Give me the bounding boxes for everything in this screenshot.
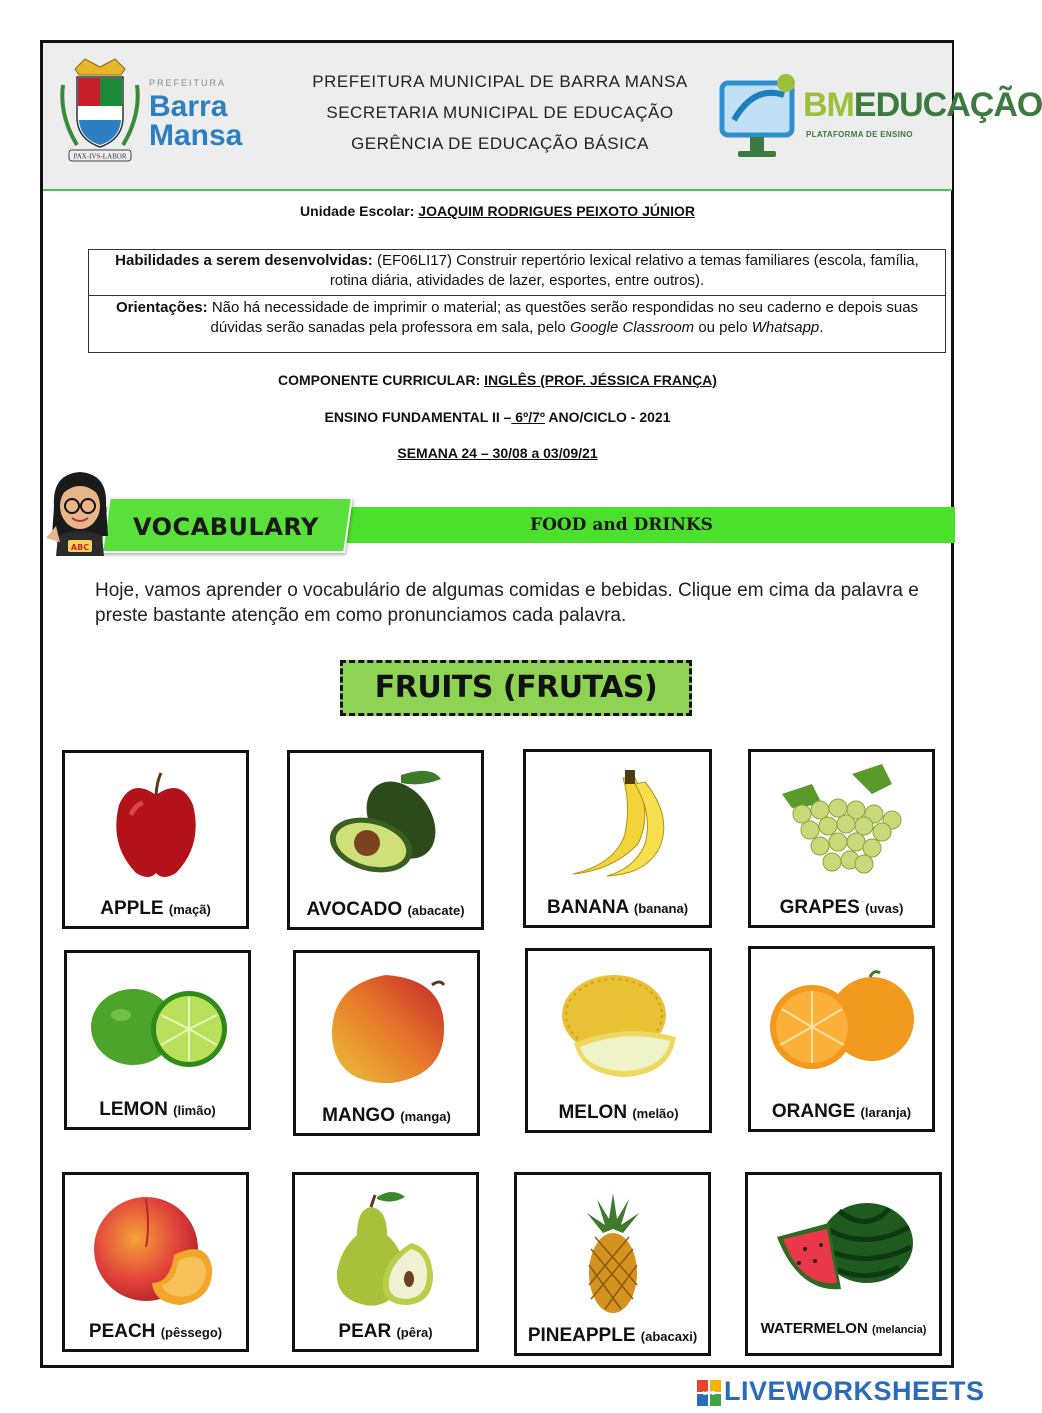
google-classroom-text: Google Classroom	[569, 319, 695, 336]
fruit-word: APPLE	[100, 898, 164, 919]
header-line-2: SECRETARIA MUNICIPAL DE EDUCAÇÃO	[326, 103, 674, 122]
week-text: SEMANA 24 – 30/08 a 03/09/21	[397, 445, 598, 461]
bm-educacao-monitor-icon	[714, 65, 804, 165]
fruit-translation: (uvas)	[865, 901, 904, 916]
fruit-card-grapes[interactable]	[748, 749, 935, 928]
guidance-box	[88, 295, 946, 353]
fruit-translation: (abacate)	[407, 903, 465, 918]
guidance-label: Orientações:	[115, 299, 208, 316]
fruit-translation: (melão)	[632, 1106, 679, 1121]
fruit-label	[526, 897, 709, 919]
guidance-text-3: .	[819, 319, 824, 336]
fruit-label	[65, 1321, 246, 1343]
mango-icon	[322, 965, 452, 1090]
header-line-3: GERÊNCIA DE EDUCAÇÃO BÁSICA	[351, 134, 649, 153]
week-line	[43, 445, 952, 461]
bm-subtitle: PLATAFORMA DE ENSINO	[806, 130, 913, 139]
fruit-word: PEAR	[338, 1321, 392, 1342]
fruit-card-avocado[interactable]	[287, 750, 484, 930]
skills-box	[88, 249, 946, 296]
fruit-word: MANGO	[322, 1105, 395, 1126]
fruit-word: LEMON	[99, 1099, 168, 1120]
melon-icon	[554, 963, 684, 1083]
lemon-icon	[83, 965, 233, 1085]
fruit-card-apple[interactable]	[62, 750, 249, 929]
city-name	[149, 92, 242, 150]
fruit-translation: (abacaxi)	[640, 1329, 698, 1344]
fruit-translation: (maçã)	[168, 902, 211, 917]
fruit-translation: (limão)	[173, 1103, 216, 1118]
peach-icon	[86, 1187, 226, 1312]
fruit-translation: (pêssego)	[160, 1325, 223, 1340]
fruit-word: WATERMELON	[760, 1320, 868, 1337]
fruit-label	[295, 1321, 476, 1343]
header-titles	[280, 72, 720, 165]
fruit-translation: (laranja)	[860, 1105, 912, 1120]
liveworksheets-logo-icon	[697, 1378, 723, 1408]
fruit-translation: (pêra)	[396, 1325, 433, 1340]
fruit-label	[290, 899, 481, 921]
guidance-text: Não há necessidade de imprimir o material; as questões serão respondidas no seu caderno e depois suas dúvidas serão sanadas pela professora em sala, pelo	[210, 299, 919, 336]
fruit-word: AVOCADO	[306, 899, 403, 920]
fruits-title: FRUITS (FRUTAS)	[340, 660, 692, 716]
fruit-label	[67, 1099, 248, 1121]
topic-label: FOOD and DRINKS	[530, 515, 713, 535]
barra-mansa-crest-icon	[55, 55, 145, 170]
fruit-label	[296, 1105, 477, 1127]
curricular-component	[43, 372, 952, 388]
fruit-word: MELON	[558, 1102, 628, 1123]
orange-icon	[762, 961, 922, 1081]
bm-logo-bm: BM	[803, 86, 854, 124]
skills-label: Habilidades a serem desenvolvidas:	[115, 252, 373, 269]
fruit-translation: (manga)	[400, 1109, 451, 1124]
level-suffix: ANO/CICLO - 2021	[545, 409, 671, 425]
fruit-card-banana[interactable]	[523, 749, 712, 928]
whatsapp-text: Whatsapp	[751, 319, 820, 336]
city-name-line-1: Barra	[149, 90, 228, 123]
fruit-word: ORANGE	[771, 1101, 856, 1122]
fruit-translation: (melancia)	[871, 1324, 927, 1336]
liveworksheets-badge-text: LIVE	[702, 1391, 716, 1397]
banana-icon	[553, 764, 683, 884]
skills-text: (EF06LI17) Construir repertório lexical relativo a temas familiares (escola, família, rotina diária, atividades de lazer, esportes, entre outros).	[329, 252, 919, 289]
teacher-avatar-icon	[42, 466, 122, 556]
pear-icon	[321, 1187, 451, 1312]
bm-educacao-logo-text	[803, 86, 1042, 125]
vocabulary-label: VOCABULARY	[133, 513, 319, 541]
avatar-badge-text: ABC	[70, 543, 90, 552]
fruit-word: BANANA	[546, 897, 629, 918]
school-name: JOAQUIM RODRIGUES PEIXOTO JÚNIOR	[418, 203, 695, 219]
grapes-icon	[762, 764, 922, 884]
fruit-card-peach[interactable]	[62, 1172, 249, 1352]
fruit-label	[517, 1325, 708, 1347]
pineapple-icon	[573, 1189, 653, 1319]
fruit-card-lemon[interactable]	[64, 950, 251, 1130]
apple-icon	[101, 765, 211, 885]
component-label: COMPONENTE CURRICULAR:	[278, 372, 481, 388]
fruit-card-orange[interactable]	[748, 946, 935, 1132]
fruit-card-pineapple[interactable]	[514, 1172, 711, 1356]
fruit-word: PEACH	[88, 1321, 156, 1342]
fruit-label	[748, 1320, 939, 1337]
school-label: Unidade Escolar:	[300, 203, 415, 219]
avocado-icon	[321, 765, 451, 885]
watermelon-icon	[769, 1193, 919, 1303]
school-unit	[43, 203, 952, 219]
city-name-line-2: Mansa	[149, 119, 243, 152]
fruit-label	[751, 897, 932, 919]
city-prefix: PREFEITURA	[149, 78, 227, 88]
fruit-word: PINEAPPLE	[527, 1325, 636, 1346]
fruit-card-melon[interactable]	[525, 948, 712, 1133]
education-level	[43, 409, 952, 425]
fruit-label	[528, 1102, 709, 1124]
fruit-label	[751, 1101, 932, 1123]
crest-motto: PAX-IVS-LABOR	[73, 152, 127, 161]
level-grade: 6º/7º	[511, 409, 545, 425]
fruit-card-mango[interactable]	[293, 950, 480, 1136]
intro-text: Hoje, vamos aprender o vocabulário de algumas comidas e bebidas. Clique em cima da palavra e preste bastante atenção em como pronunciamos cada palavra.	[95, 580, 919, 626]
guidance-text-2: ou pelo	[698, 319, 748, 336]
component-value: INGLÊS (PROF. JÉSSICA FRANÇA)	[484, 372, 717, 388]
level-prefix: ENSINO FUNDAMENTAL II –	[324, 409, 512, 425]
fruit-translation: (banana)	[633, 901, 689, 916]
fruit-card-watermelon[interactable]	[745, 1172, 942, 1356]
bm-logo-educacao: EDUCAÇÃO	[853, 86, 1042, 124]
liveworksheets-brand[interactable]: LIVEWORKSHEETS	[724, 1376, 985, 1406]
fruit-label	[65, 898, 246, 920]
fruit-word: GRAPES	[779, 897, 860, 918]
fruit-card-pear[interactable]	[292, 1172, 479, 1352]
header-line-1: PREFEITURA MUNICIPAL DE BARRA MANSA	[312, 72, 688, 91]
